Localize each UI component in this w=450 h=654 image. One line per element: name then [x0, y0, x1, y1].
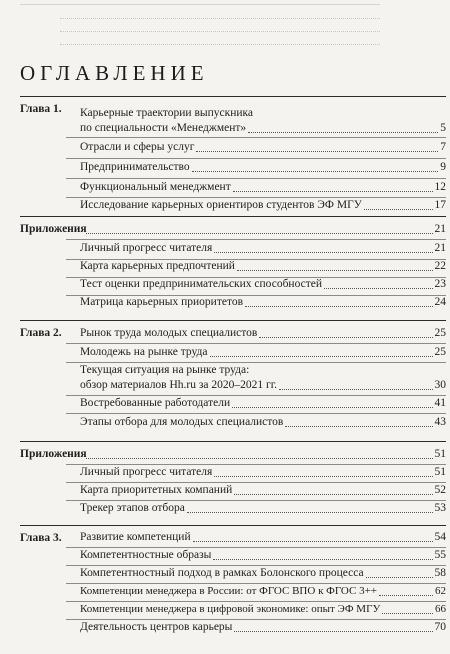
toc-entry[interactable]	[80, 277, 446, 292]
toc-entry-title: Трекер этапов отбора	[80, 502, 185, 514]
bleed-dots	[60, 18, 380, 19]
toc-entry-page: 58	[434, 567, 446, 579]
toc-entry[interactable]	[84, 447, 446, 462]
toc-entry[interactable]	[80, 363, 446, 393]
toc-entry[interactable]	[80, 415, 446, 430]
toc-entry-page: 53	[434, 502, 446, 514]
toc-section-appendix-1	[20, 216, 446, 309]
section-label: Приложения	[20, 223, 87, 235]
dot-leader	[213, 559, 432, 560]
toc-entry[interactable]	[80, 465, 446, 480]
toc-entry-page: 21	[434, 242, 446, 254]
toc-entry-title-line: Карьерные траектории выпускника	[80, 107, 254, 119]
toc-entry-title: Исследование карьерных ориентиров студентов ЭФ МГУ	[80, 199, 362, 211]
toc-entry-page: 54	[434, 531, 446, 543]
toc-entry-page: 52	[434, 484, 446, 496]
entry-separator	[66, 137, 446, 138]
toc-entry-page: 25	[434, 327, 446, 339]
toc-entry-title: Молодежь на рынке труда	[80, 346, 208, 358]
bleed-rule	[20, 4, 380, 5]
entry-separator	[66, 158, 446, 159]
dot-leader	[86, 233, 433, 234]
dot-leader	[379, 595, 433, 596]
toc-entry-page: 66	[435, 603, 446, 615]
dot-leader	[237, 270, 433, 271]
section-label: Глава 3.	[20, 532, 62, 544]
toc-entry-page: 24	[434, 296, 446, 308]
toc-entry[interactable]	[80, 566, 446, 581]
toc-entry[interactable]	[80, 198, 446, 213]
toc-entry-page: 7	[440, 141, 446, 153]
dot-leader	[234, 494, 432, 495]
dot-leader	[364, 209, 433, 210]
toc-entry-title: Функциональный менеджмент	[80, 181, 231, 193]
toc-entry[interactable]	[80, 602, 446, 617]
toc-entry-title: Отрасли и сферы услуг	[80, 141, 195, 153]
toc-entry-page: 5	[440, 122, 446, 134]
toc-entry-page: 9	[440, 161, 446, 173]
dot-leader	[210, 356, 433, 357]
previous-page-bleed-through	[0, 0, 450, 56]
toc-entry[interactable]	[84, 222, 446, 237]
dot-leader	[214, 252, 432, 253]
toc-entry-page: 17	[434, 199, 446, 211]
entry-separator	[66, 178, 446, 179]
toc-entry-page: 51	[434, 448, 446, 460]
toc-entry-title: Личный прогресс читателя	[80, 242, 213, 254]
dot-leader	[366, 577, 433, 578]
toc-entry-page: 43	[434, 416, 446, 428]
toc-entry[interactable]	[80, 259, 446, 274]
toc-entry-title: Компетенции менеджера в цифровой экономике: опыт ЭФ МГУ	[80, 603, 381, 615]
toc-entry-page: 62	[435, 585, 446, 597]
toc-entry[interactable]	[80, 501, 446, 516]
toc-section-chapter-2	[20, 320, 446, 433]
section-label: Приложения	[20, 448, 87, 460]
section-label: Глава 2.	[20, 327, 62, 339]
toc-entry-page: 70	[434, 621, 446, 633]
dot-leader	[285, 426, 432, 427]
toc-entry[interactable]	[80, 180, 446, 195]
dot-leader	[324, 288, 432, 289]
toc-entry-title: Личный прогресс читателя	[80, 466, 213, 478]
dot-leader	[245, 306, 432, 307]
toc-entry-page: 30	[434, 379, 446, 391]
toc-entry-page: 51	[434, 466, 446, 478]
dot-leader	[248, 132, 438, 133]
entry-separator	[66, 239, 446, 240]
dot-leader	[196, 151, 438, 152]
toc-entry-title-line: обзор материалов Hh.ru за 2020–2021 гг.	[80, 379, 278, 391]
dot-leader	[259, 337, 432, 338]
dot-leader	[279, 389, 432, 390]
toc-entry-page: 25	[434, 346, 446, 358]
entry-separator	[66, 413, 446, 414]
toc-section-chapter-1	[20, 96, 446, 209]
dot-leader	[193, 541, 433, 542]
toc-entry[interactable]	[80, 140, 446, 155]
toc-entry[interactable]	[80, 396, 446, 411]
section-label: Глава 1.	[20, 103, 62, 115]
toc-section-chapter-3	[20, 525, 446, 646]
toc-entry[interactable]	[80, 584, 446, 599]
toc-entry[interactable]	[80, 326, 446, 341]
dot-leader	[382, 613, 433, 614]
toc-entry-title: Компетентностный подход в рамках Болонского процесса	[80, 567, 364, 579]
dot-leader	[233, 191, 433, 192]
toc-entry-title: Карта карьерных предпочтений	[80, 260, 235, 272]
toc-entry[interactable]	[80, 530, 446, 545]
toc-entry-title: Предпринимательство	[80, 161, 190, 173]
dot-leader	[86, 458, 433, 459]
toc-entry-title: Компетентностные образы	[80, 549, 212, 561]
toc-entry-title: Матрица карьерных приоритетов	[80, 296, 244, 308]
toc-entry-title-line: по специальности «Менеджмент»	[80, 122, 247, 134]
dot-leader	[232, 407, 432, 408]
toc-entry-page: 23	[434, 278, 446, 290]
toc-entry-title: Карта приоритетных компаний	[80, 484, 233, 496]
toc-entry[interactable]	[80, 345, 446, 360]
toc-entry-title: Развитие компетенций	[80, 531, 191, 543]
toc-entry-page: 55	[434, 549, 446, 561]
toc-entry-title: Деятельность центров карьеры	[80, 621, 233, 633]
toc-entry[interactable]	[80, 295, 446, 310]
toc-entry[interactable]	[80, 106, 446, 136]
toc-entry-title: Этапы отбора для молодых специалистов	[80, 416, 284, 428]
toc-entry-title: Востребованные работодатели	[80, 397, 231, 409]
toc-entry[interactable]	[80, 548, 446, 563]
toc-entry-title: Компетенции менеджера в России: от ФГОС ВПО к ФГОС 3++	[80, 585, 378, 597]
toc-entry[interactable]	[80, 241, 446, 256]
dot-leader	[214, 476, 432, 477]
toc-entry-page: 12	[434, 181, 446, 193]
toc-entry[interactable]	[80, 620, 446, 635]
toc-entry-page: 22	[434, 260, 446, 272]
toc-entry-title-line: Текущая ситуация на рынке труда:	[80, 364, 250, 376]
dot-leader	[234, 631, 432, 632]
toc-section-appendix-2	[20, 441, 446, 516]
toc-entry-page: 21	[434, 223, 446, 235]
toc-entry[interactable]	[80, 483, 446, 498]
entry-separator	[66, 343, 446, 344]
dot-leader	[192, 171, 439, 172]
toc-entry-page: 41	[434, 397, 446, 409]
toc-entry-title: Тест оценки предпринимательских способностей	[80, 278, 323, 290]
toc-entry-title: Рынок труда молодых специалистов	[80, 327, 258, 339]
toc-entry[interactable]	[80, 160, 446, 175]
bleed-dots	[60, 44, 380, 45]
dot-leader	[187, 512, 433, 513]
toc-title: ОГЛАВЛЕНИЕ	[20, 61, 209, 85]
bleed-dots	[60, 31, 380, 32]
